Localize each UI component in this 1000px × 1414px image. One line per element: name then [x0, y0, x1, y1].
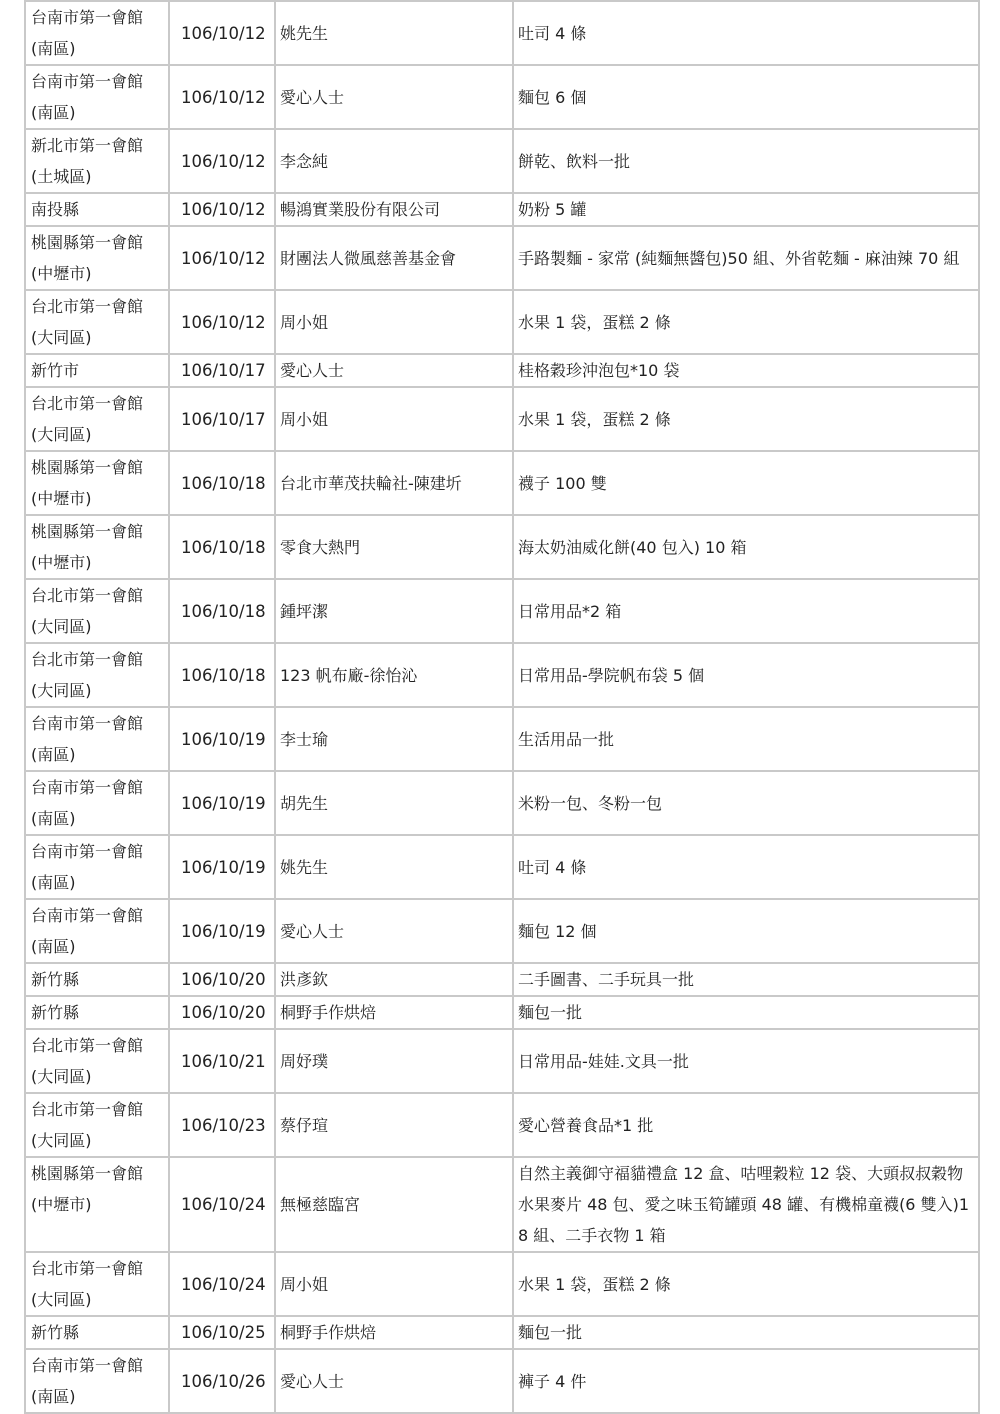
- date-cell: [169, 1316, 275, 1349]
- location-cell: [25, 354, 169, 387]
- table-row: [25, 996, 979, 1029]
- donor-text: 李士瑜: [280, 729, 329, 749]
- donor-cell: [275, 515, 513, 579]
- donor-text: 姚先生: [280, 23, 329, 43]
- item-cell: [513, 771, 979, 835]
- donor-text: 愛心人士: [280, 361, 345, 380]
- table-row: [25, 707, 979, 771]
- table-row: [25, 1252, 979, 1316]
- item-cell: [513, 996, 979, 1029]
- donor-cell: [275, 771, 513, 835]
- donor-cell: [275, 1349, 513, 1413]
- date-text: 106/10/20: [181, 970, 266, 989]
- donor-cell: [275, 193, 513, 226]
- location-cell: [25, 387, 169, 451]
- date-cell: [169, 354, 275, 387]
- item-text: 吐司 4 條: [518, 857, 587, 877]
- location-name: 台南市第一會館: [31, 1356, 144, 1375]
- location-district: (中壢市): [31, 489, 92, 508]
- donor-text: 無極慈臨宮: [280, 1195, 361, 1214]
- table-row: [25, 387, 979, 451]
- date-cell: [169, 1157, 275, 1252]
- date-cell: [169, 1, 275, 65]
- location-district: (大同區): [31, 1067, 92, 1086]
- location-district: (南區): [31, 39, 76, 58]
- location-district: (南區): [31, 873, 76, 892]
- item-cell: [513, 1252, 979, 1316]
- donor-cell: [275, 1157, 513, 1252]
- item-cell: [513, 387, 979, 451]
- donation-table-body: [25, 1, 979, 1413]
- donor-cell: [275, 226, 513, 290]
- item-cell: [513, 899, 979, 963]
- location-name: 台南市第一會館: [31, 72, 144, 91]
- location-district: (南區): [31, 103, 76, 122]
- donor-cell: [275, 899, 513, 963]
- item-text: 桂格穀珍沖泡包*10 袋: [518, 361, 680, 380]
- date-cell: [169, 771, 275, 835]
- location-cell: [25, 1316, 169, 1349]
- location-name: 新竹縣: [31, 1323, 80, 1342]
- location-district: (大同區): [31, 425, 92, 444]
- date-cell: [169, 193, 275, 226]
- date-text: 106/10/19: [181, 729, 266, 749]
- item-cell: [513, 1029, 979, 1093]
- table-row: [25, 515, 979, 579]
- table-row: [25, 193, 979, 226]
- table-row: [25, 354, 979, 387]
- item-text: 自然主義御守福貓禮盒 12 盒、咕哩穀粒 12 袋、大頭叔叔穀物水果麥片 48 包、愛之味玉筍罐頭 48 罐、有機棉童襪(6 雙入)18 組、二手衣物 1 箱: [518, 1164, 969, 1245]
- donor-text: 愛心人士: [280, 921, 345, 941]
- item-cell: [513, 129, 979, 193]
- date-text: 106/10/21: [181, 1051, 266, 1071]
- date-cell: [169, 1093, 275, 1157]
- donor-cell: [275, 451, 513, 515]
- date-text: 106/10/23: [181, 1115, 266, 1135]
- item-cell: [513, 226, 979, 290]
- location-cell: [25, 899, 169, 963]
- table-row: [25, 899, 979, 963]
- donor-text: 蔡伃瑄: [280, 1115, 329, 1135]
- location-cell: [25, 290, 169, 354]
- location-name: 桃園縣第一會館: [31, 1164, 144, 1183]
- donor-cell: [275, 1, 513, 65]
- donor-text: 李念純: [280, 151, 329, 171]
- donor-cell: [275, 1093, 513, 1157]
- date-cell: [169, 579, 275, 643]
- donor-cell: [275, 1252, 513, 1316]
- donor-cell: [275, 963, 513, 996]
- item-text: 褲子 4 件: [518, 1371, 587, 1391]
- item-text: 襪子 100 雙: [518, 473, 607, 493]
- item-text: 海太奶油威化餅(40 包入) 10 箱: [518, 537, 747, 557]
- item-text: 吐司 4 條: [518, 23, 587, 43]
- item-text: 麵包一批: [518, 1323, 583, 1342]
- donor-text: 鍾坪潔: [280, 601, 329, 621]
- location-cell: [25, 996, 169, 1029]
- donor-cell: [275, 835, 513, 899]
- date-text: 106/10/17: [181, 409, 266, 429]
- item-cell: [513, 1, 979, 65]
- location-cell: [25, 579, 169, 643]
- date-text: 106/10/18: [181, 473, 266, 493]
- location-cell: [25, 1093, 169, 1157]
- donor-cell: [275, 129, 513, 193]
- location-cell: [25, 771, 169, 835]
- location-name: 新北市第一會館: [31, 136, 144, 155]
- item-text: 水果 1 袋，蛋糕 2 條: [518, 1274, 671, 1294]
- location-district: (中壢市): [31, 553, 92, 572]
- donor-text: 台北市華茂扶輪社-陳建圻: [280, 473, 462, 493]
- location-district: (南區): [31, 745, 76, 764]
- location-name: 台北市第一會館: [31, 394, 144, 413]
- item-text: 奶粉 5 罐: [518, 200, 587, 219]
- item-text: 日常用品*2 箱: [518, 601, 622, 621]
- location-cell: [25, 1157, 169, 1252]
- location-name: 台南市第一會館: [31, 842, 144, 861]
- location-cell: [25, 1029, 169, 1093]
- location-cell: [25, 1252, 169, 1316]
- date-cell: [169, 899, 275, 963]
- date-cell: [169, 1349, 275, 1413]
- location-name: 台南市第一會館: [31, 714, 144, 733]
- date-text: 106/10/12: [181, 151, 266, 171]
- item-cell: [513, 643, 979, 707]
- location-name: 台北市第一會館: [31, 1036, 144, 1055]
- location-name: 台南市第一會館: [31, 906, 144, 925]
- location-cell: [25, 643, 169, 707]
- date-text: 106/10/19: [181, 857, 266, 877]
- location-district: (大同區): [31, 1131, 92, 1150]
- table-row: [25, 290, 979, 354]
- date-text: 106/10/12: [181, 87, 266, 107]
- date-cell: [169, 129, 275, 193]
- date-cell: [169, 643, 275, 707]
- table-row: [25, 1, 979, 65]
- date-cell: [169, 1252, 275, 1316]
- donor-text: 123 帆布廠-徐怡沁: [280, 665, 418, 685]
- date-text: 106/10/18: [181, 665, 266, 685]
- item-text: 二手圖書、二手玩具一批: [518, 970, 695, 989]
- location-district: (大同區): [31, 617, 92, 636]
- item-cell: [513, 835, 979, 899]
- date-cell: [169, 290, 275, 354]
- location-district: (大同區): [31, 681, 92, 700]
- item-text: 麵包 12 個: [518, 921, 597, 941]
- location-district: (南區): [31, 1387, 76, 1406]
- date-text: 106/10/19: [181, 921, 266, 941]
- item-text: 水果 1 袋，蛋糕 2 條: [518, 409, 671, 429]
- date-text: 106/10/20: [181, 1003, 266, 1022]
- date-text: 106/10/17: [181, 361, 266, 380]
- table-row: [25, 1349, 979, 1413]
- table-row: [25, 129, 979, 193]
- location-name: 桃園縣第一會館: [31, 458, 144, 477]
- location-district: (大同區): [31, 1290, 92, 1309]
- item-text: 手路製麵 - 家常 (純麵無醬包)50 組、外省乾麵 - 麻油辣 70 組: [518, 248, 960, 268]
- table-row: [25, 643, 979, 707]
- table-row: [25, 1029, 979, 1093]
- location-cell: [25, 1349, 169, 1413]
- donor-text: 洪彥欽: [280, 970, 329, 989]
- date-text: 106/10/12: [181, 248, 266, 268]
- table-row: [25, 1316, 979, 1349]
- location-cell: [25, 1, 169, 65]
- item-text: 日常用品-學院帆布袋 5 個: [518, 665, 705, 685]
- table-row: [25, 1157, 979, 1252]
- item-text: 米粉一包、冬粉一包: [518, 793, 663, 813]
- item-text: 麵包一批: [518, 1003, 583, 1022]
- table-row: [25, 451, 979, 515]
- location-district: (土城區): [31, 167, 92, 186]
- date-text: 106/10/19: [181, 793, 266, 813]
- donor-cell: [275, 65, 513, 129]
- location-cell: [25, 835, 169, 899]
- location-name: 新竹縣: [31, 1003, 80, 1022]
- donation-table: [24, 0, 980, 1414]
- location-name: 桃園縣第一會館: [31, 233, 144, 252]
- donor-text: 愛心人士: [280, 1371, 345, 1391]
- date-cell: [169, 963, 275, 996]
- donor-cell: [275, 1316, 513, 1349]
- date-text: 106/10/12: [181, 23, 266, 43]
- location-name: 台北市第一會館: [31, 1100, 144, 1119]
- date-text: 106/10/24: [181, 1274, 266, 1294]
- donor-cell: [275, 290, 513, 354]
- table-row: [25, 963, 979, 996]
- donor-cell: [275, 643, 513, 707]
- item-cell: [513, 1157, 979, 1252]
- item-cell: [513, 579, 979, 643]
- donor-cell: [275, 579, 513, 643]
- donor-cell: [275, 707, 513, 771]
- location-name: 台北市第一會館: [31, 650, 144, 669]
- donor-text: 姚先生: [280, 857, 329, 877]
- table-row: [25, 65, 979, 129]
- item-cell: [513, 963, 979, 996]
- location-name: 新竹市: [31, 361, 80, 380]
- date-cell: [169, 226, 275, 290]
- location-cell: [25, 963, 169, 996]
- location-name: 南投縣: [31, 200, 80, 219]
- item-cell: [513, 451, 979, 515]
- donor-text: 暢鴻實業股份有限公司: [280, 200, 441, 219]
- item-cell: [513, 354, 979, 387]
- donor-text: 周小姐: [280, 312, 329, 332]
- date-text: 106/10/25: [181, 1323, 266, 1342]
- date-cell: [169, 707, 275, 771]
- donor-text: 周妤璞: [280, 1051, 329, 1071]
- item-cell: [513, 65, 979, 129]
- location-name: 桃園縣第一會館: [31, 522, 144, 541]
- location-name: 台北市第一會館: [31, 586, 144, 605]
- date-cell: [169, 1029, 275, 1093]
- item-cell: [513, 515, 979, 579]
- donor-text: 胡先生: [280, 793, 329, 813]
- location-cell: [25, 707, 169, 771]
- location-district: (南區): [31, 809, 76, 828]
- location-name: 台北市第一會館: [31, 297, 144, 316]
- item-cell: [513, 193, 979, 226]
- table-row: [25, 579, 979, 643]
- location-name: 台南市第一會館: [31, 778, 144, 797]
- donor-text: 財團法人微風慈善基金會: [280, 248, 457, 268]
- item-text: 生活用品一批: [518, 729, 615, 749]
- location-cell: [25, 515, 169, 579]
- location-cell: [25, 226, 169, 290]
- table-row: [25, 1093, 979, 1157]
- location-cell: [25, 193, 169, 226]
- location-name: 台南市第一會館: [31, 8, 144, 27]
- donor-text: 周小姐: [280, 409, 329, 429]
- location-district: (南區): [31, 937, 76, 956]
- item-cell: [513, 1349, 979, 1413]
- table-row: [25, 835, 979, 899]
- item-cell: [513, 1316, 979, 1349]
- location-name: 台北市第一會館: [31, 1259, 144, 1278]
- location-cell: [25, 451, 169, 515]
- date-cell: [169, 515, 275, 579]
- date-text: 106/10/18: [181, 537, 266, 557]
- item-text: 愛心營養食品*1 批: [518, 1115, 654, 1135]
- date-cell: [169, 835, 275, 899]
- table-row: [25, 226, 979, 290]
- donor-cell: [275, 996, 513, 1029]
- item-text: 麵包 6 個: [518, 87, 587, 107]
- donor-text: 愛心人士: [280, 87, 345, 107]
- location-cell: [25, 129, 169, 193]
- location-district: (中壢市): [31, 1195, 92, 1214]
- donor-text: 桐野手作烘焙: [280, 1323, 377, 1342]
- date-text: 106/10/12: [181, 200, 266, 219]
- item-text: 餅乾、飲料一批: [518, 151, 631, 171]
- donor-cell: [275, 1029, 513, 1093]
- donor-text: 周小姐: [280, 1274, 329, 1294]
- donor-text: 桐野手作烘焙: [280, 1003, 377, 1022]
- date-cell: [169, 65, 275, 129]
- location-cell: [25, 65, 169, 129]
- date-text: 106/10/24: [181, 1195, 266, 1214]
- location-name: 新竹縣: [31, 970, 80, 989]
- donor-cell: [275, 354, 513, 387]
- item-cell: [513, 707, 979, 771]
- date-text: 106/10/18: [181, 601, 266, 621]
- donor-cell: [275, 387, 513, 451]
- date-text: 106/10/26: [181, 1371, 266, 1391]
- table-row: [25, 771, 979, 835]
- location-district: (大同區): [31, 328, 92, 347]
- item-text: 日常用品-娃娃.文具一批: [518, 1051, 689, 1071]
- date-cell: [169, 451, 275, 515]
- date-cell: [169, 996, 275, 1029]
- date-text: 106/10/12: [181, 312, 266, 332]
- item-cell: [513, 1093, 979, 1157]
- location-district: (中壢市): [31, 264, 92, 283]
- item-text: 水果 1 袋，蛋糕 2 條: [518, 312, 671, 332]
- donor-text: 零食大熱門: [280, 537, 361, 557]
- date-cell: [169, 387, 275, 451]
- item-cell: [513, 290, 979, 354]
